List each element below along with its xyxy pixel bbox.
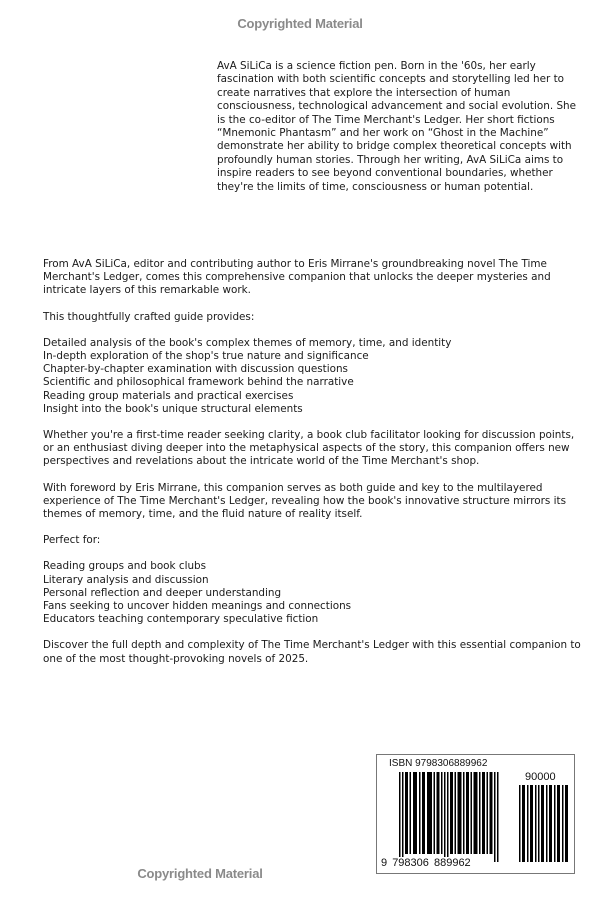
isbn-label: ISBN 9798306889962 [389, 758, 488, 769]
copyright-watermark-bottom: Copyrighted Material [137, 866, 263, 881]
addon-barcode-bars-icon [519, 785, 569, 862]
list-item: Literary analysis and discussion [43, 573, 209, 586]
perfect-for-list [43, 560, 583, 626]
list-item: Reading group materials and practical exercises [43, 389, 294, 402]
list-item: In-depth exploration of the shop's true nature and significance [43, 350, 369, 363]
list-item: Detailed analysis of the book's complex themes of memory, time, and identity [43, 336, 452, 349]
digit-prefix: 9 [381, 857, 388, 869]
provides-list [43, 337, 583, 416]
author-bio: AvA SiLiCa is a science fiction pen. Born in the '60s, her early fascination with both scientific concepts and storytelling led her to create narratives that explore the intersection of human consciousness, technological advancement and social evolution. She is the co-editor of The Time Merchant's Ledger. Her short fictions “Mnemonic Phantasm” and her work on “Ghost in the Machine” demonstrate her ability to bridge complex theoretical concepts with profoundly human stories. Through her writing, AvA SiLiCa aims to inspire readers to see beyond conventional boundaries, whether they're the limits of time, consciousness or human potential. [217, 60, 577, 193]
intro-paragraph: From AvA SiLiCa, editor and contributing author to Eris Mirrane's groundbreaking novel The Time Merchant's Ledger, comes this comprehensive companion that unlocks the deeper mysteries and intricate layers of this remarkable work. [43, 258, 551, 297]
list-item: Educators teaching contemporary speculative fiction [43, 613, 319, 626]
list-item: Chapter-by-chapter examination with discussion questions [43, 363, 348, 376]
book-description [43, 258, 583, 679]
whether-paragraph: Whether you're a first-time reader seeking clarity, a book club facilitator looking for discussion points, or an enthusiast diving deeper into the metaphysical aspects of the story, this companion offers new perspectives and revelations about the intricate world of the Time Merchant's shop. [43, 429, 575, 468]
perfect-for-heading: Perfect for: [43, 534, 101, 547]
list-item: Reading groups and book clubs [43, 560, 207, 573]
closing-paragraph: Discover the full depth and complexity of The Time Merchant's Ledger with this essential companion to one of the most thought-provoking novels of 2025. [43, 639, 581, 665]
isbn-barcode [376, 754, 575, 874]
digit-group-2: 889962 [433, 857, 471, 869]
foreword-paragraph: With foreword by Eris Mirrane, this companion serves as both guide and key to the multilayered experience of The Time Merchant's Ledger, revealing how the book's innovative structure mirrors its themes of memory, time, and the fluid nature of reality itself. [43, 481, 566, 521]
list-item: Personal reflection and deeper understanding [43, 586, 282, 599]
list-item: Scientific and philosophical framework behind the narrative [43, 376, 354, 389]
digit-group-1: 798306 [392, 857, 429, 869]
copyright-watermark-top: Copyrighted Material [237, 16, 363, 31]
price-addon-label: 90000 [525, 771, 556, 783]
barcode-bars-icon [399, 772, 499, 862]
list-item: Insight into the book's unique structural elements [43, 402, 303, 415]
list-item: Fans seeking to uncover hidden meanings and connections [43, 600, 352, 613]
provides-heading: This thoughtfully crafted guide provides: [43, 310, 255, 323]
